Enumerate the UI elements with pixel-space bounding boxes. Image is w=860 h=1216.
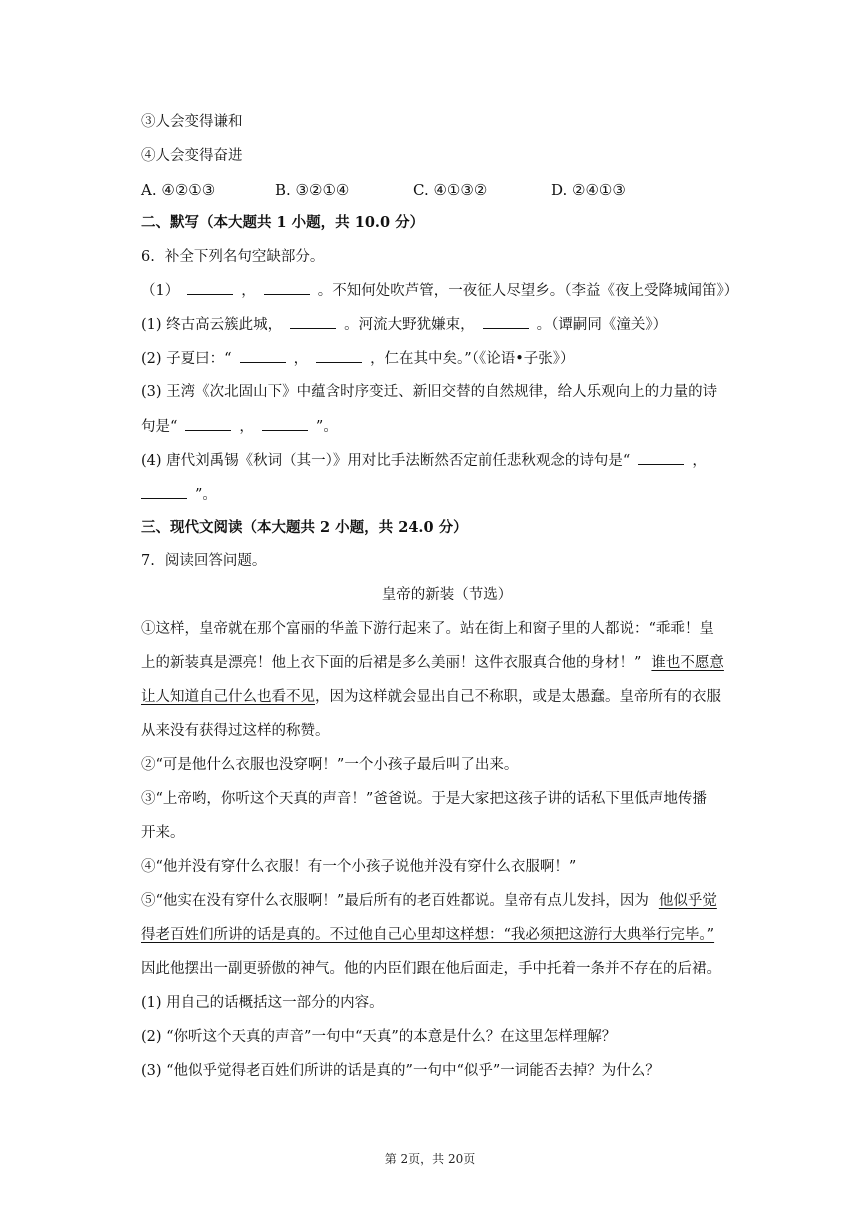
answer-blank[interactable] (638, 450, 684, 465)
question-6-number: 6. (141, 249, 155, 265)
fill-item-3-sep: ， (293, 351, 309, 367)
answer-blank[interactable] (290, 314, 336, 329)
fill-item-5-suffix: ”。 (195, 487, 217, 503)
fill-item-5-sep: ， (692, 453, 707, 469)
question-7-number: 7. (141, 553, 155, 569)
option-4-text: ④人会变得奋进 (141, 148, 243, 164)
answer-blank[interactable] (141, 484, 187, 499)
answer-blank[interactable] (187, 280, 233, 295)
answer-blank[interactable] (316, 348, 362, 363)
passage-para-1-line-3 (141, 687, 753, 707)
underlined-text: 他似乎觉 (658, 893, 717, 909)
answer-blank[interactable] (240, 348, 286, 363)
option-3-text: ③人会变得谦和 (141, 114, 243, 130)
fill-item-4-line-2 (141, 416, 753, 437)
sub-question-2: (2) “你听这个天真的声音”一句中“天真”的本意是什么？在这里怎样理解？ (141, 1029, 617, 1045)
answer-blank[interactable] (483, 314, 529, 329)
fill-item-2-mid: 。河流大野犹嫌束， (344, 317, 475, 333)
sub-question-3: (3) “他似乎觉得老百姓们所讲的话是真的”一句中“似乎”一词能否去掉？为什么？ (141, 1063, 660, 1079)
fill-item-2-prefix: (1) 终古高云簇此城， (141, 317, 283, 333)
choice-d: D. ②④①③ (551, 181, 626, 199)
passage-para-1-line-2 (141, 653, 753, 673)
passage-para-3-line-2: 开来。 (141, 825, 185, 841)
fill-item-4-prefix: 句是“ (141, 419, 178, 435)
fill-item-5-line-2 (141, 484, 753, 505)
page-number: 第 2页，共 20页 (384, 1152, 476, 1166)
answer-blank[interactable] (262, 416, 308, 431)
fill-item-5-line-1 (141, 450, 753, 471)
question-6 (141, 247, 753, 267)
option-line-3 (141, 112, 753, 132)
fill-item-1-prefix: （1） (141, 283, 180, 299)
choice-a: A. ④②①③ (141, 181, 216, 199)
choice-b: B. ③②①④ (275, 181, 350, 199)
passage-para-4: ④“他并没有穿什么衣服！有一个小孩子说他并没有穿什么衣服啊！” (141, 859, 577, 875)
section-2-heading: 二、默写（本大题共 1 小题，共 10.0 分） (141, 214, 425, 231)
section-3-heading: 三、现代文阅读（本大题共 2 小题，共 24.0 分） (141, 519, 468, 536)
passage-title: 皇帝的新装（节选） (381, 587, 513, 603)
fill-item-1-sep: ， (241, 283, 256, 299)
option-line-4 (141, 146, 753, 166)
fill-item-4-line-1: (3) 王湾《次北固山下》中蕴含时序变迁、新旧交替的自然规律，给人乐观向上的力量的诗 (141, 384, 718, 400)
fill-item-3 (141, 348, 753, 369)
passage-para-5-line-2: 得老百姓们所讲的话是真的。不过他自己心里却这样想：“我必须把这游行大典举行完毕。” (141, 927, 715, 943)
fill-item-3-prefix: (2) 子夏曰：“ (141, 351, 232, 367)
passage-text: ⑤“他实在没有穿什么衣服啊！”最后所有的老百姓都说。皇帝有点儿发抖，因为 (141, 893, 649, 909)
sub-question-1: (1) 用自己的话概括这一部分的内容。 (141, 995, 384, 1011)
question-6-text: 补全下列名句空缺部分。 (164, 249, 325, 265)
question-7-text: 阅读回答问题。 (164, 553, 267, 569)
fill-item-1-suffix: 。不知何处吹芦管，一夜征人尽望乡。（李益《夜上受降城闻笛》） (317, 283, 739, 299)
question-7 (141, 551, 753, 571)
passage-para-5-line-1 (141, 891, 753, 911)
fill-item-2-suffix: 。（谭嗣同《潼关》） (536, 317, 668, 333)
passage-para-1-line-4: 从来没有获得过这样的称赞。 (141, 723, 330, 739)
passage-para-5-line-3: 因此他摆出一副更骄傲的神气。他的内臣们跟在他后面走，手中托着一条并不存在的后裙。 (141, 961, 721, 977)
passage-text: 上的新装真是漂亮！他上衣下面的后裙是多么美丽！这件衣服真合他的身材！” (141, 655, 642, 671)
passage-text: ，因为这样就会显出自己不称职，或是太愚蠢。皇帝所有的衣服 (315, 689, 721, 705)
underlined-text: 谁也不愿意 (651, 655, 724, 671)
fill-item-2 (141, 314, 753, 335)
choice-c: C. ④①③② (413, 181, 488, 199)
fill-item-4-sep: ， (239, 419, 254, 435)
passage-para-1-line-1: ①这样，皇帝就在那个富丽的华盖下游行起来了。站在街上和窗子里的人都说：“乖乖！皇 (141, 621, 714, 637)
fill-item-3-suffix: ，仁在其中矣。”（《论语•子张》） (370, 351, 575, 367)
fill-item-1 (141, 280, 753, 301)
fill-item-4-suffix: ”。 (315, 419, 338, 435)
underlined-text: 让人知道自己什么也看不见 (141, 689, 315, 705)
passage-para-3-line-1: ③“上帝哟，你听这个天真的声音！”爸爸说。于是大家把这孩子讲的话私下里低声地传播 (141, 791, 707, 807)
fill-item-5-prefix: (4) 唐代刘禹锡《秋词（其一）》用对比手法断然否定前任悲秋观念的诗句是“ (141, 453, 631, 469)
answer-blank[interactable] (185, 416, 231, 431)
passage-para-2: ②“可是他什么衣服也没穿啊！”一个小孩子最后叫了出来。 (141, 757, 519, 773)
answer-blank[interactable] (264, 280, 310, 295)
